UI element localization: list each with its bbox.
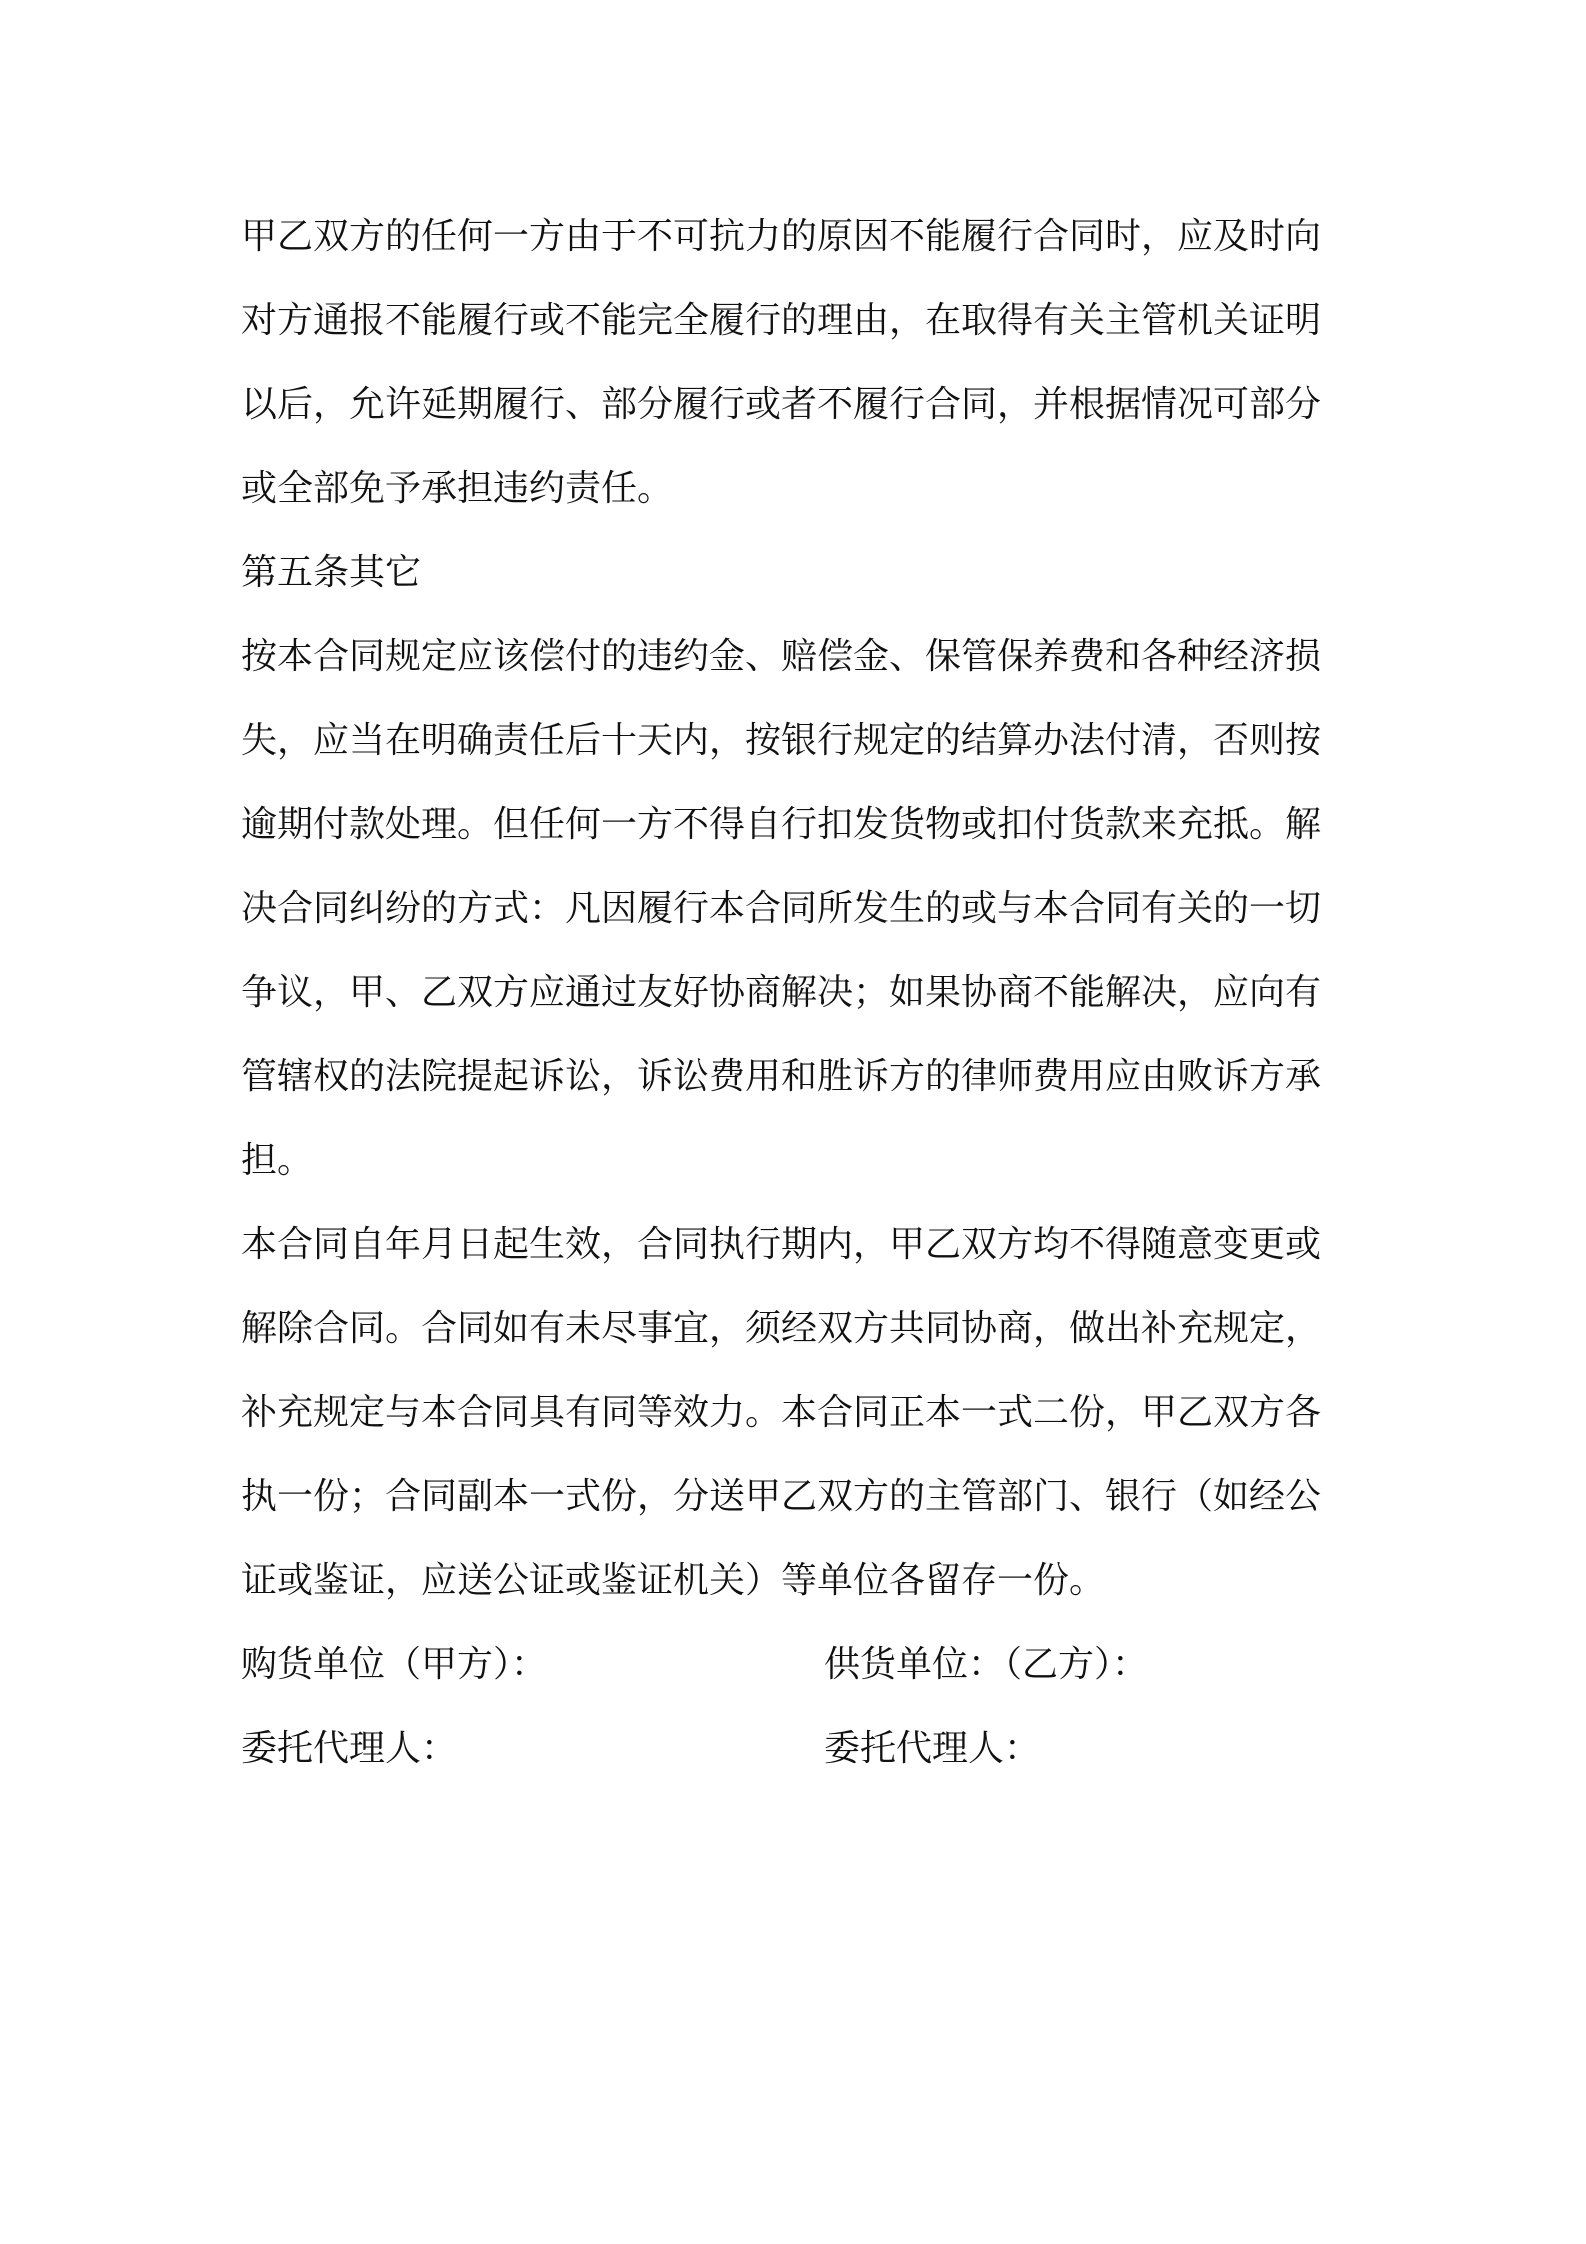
paragraph-line: 解除合同。合同如有未尽事宜，须经双方共同协商，做出补充规定， <box>241 1308 1322 1349</box>
paragraph-line: 证或鉴证，应送公证或鉴证机关）等单位各留存一份。 <box>241 1560 1106 1601</box>
buyer-unit-label: 购货单位（甲方）： <box>241 1644 548 1685</box>
paragraph-line: 争议，甲、乙双方应通过友好协商解决；如果协商不能解决，应向有 <box>241 972 1322 1013</box>
paragraph-line: 按本合同规定应该偿付的违约金、赔偿金、保管保养费和各种经济损 <box>241 636 1322 677</box>
paragraph-line: 对方通报不能履行或不能完全履行的理由，在取得有关主管机关证明 <box>241 300 1322 341</box>
paragraph-line: 或全部免予承担违约责任。 <box>241 468 674 509</box>
paragraph-line: 担。 <box>241 1140 314 1181</box>
paragraph-line: 执一份；合同副本一式份，分送甲乙双方的主管部门、银行（如经公 <box>241 1476 1322 1517</box>
document-body <box>241 195 1356 1791</box>
paragraph-line: 补充规定与本合同具有同等效力。本合同正本一式二份，甲乙双方各 <box>241 1392 1322 1433</box>
force-majeure-paragraph <box>241 195 1356 531</box>
signature-agent-row <box>241 1707 1356 1791</box>
paragraph-line: 逾期付款处理。但任何一方不得自行扣发货物或扣付货款来充抵。解 <box>241 804 1322 845</box>
article-5-paragraph <box>241 615 1356 1203</box>
paragraph-line: 本合同自年月日起生效，合同执行期内，甲乙双方均不得随意变更或 <box>241 1224 1322 1265</box>
paragraph-line: 以后，允许延期履行、部分履行或者不履行合同，并根据情况可部分 <box>241 384 1322 425</box>
supplier-agent-label: 委托代理人： <box>824 1728 1041 1769</box>
paragraph-line: 甲乙双方的任何一方由于不可抗力的原因不能履行合同时，应及时向 <box>241 216 1322 257</box>
effective-date-paragraph <box>241 1203 1356 1623</box>
paragraph-line: 决合同纠纷的方式：凡因履行本合同所发生的或与本合同有关的一切 <box>241 888 1322 929</box>
supplier-unit-label: 供货单位：（乙方）： <box>824 1644 1149 1685</box>
signature-unit-row <box>241 1623 1356 1707</box>
paragraph-line: 失，应当在明确责任后十天内，按银行规定的结算办法付清，否则按 <box>241 720 1322 761</box>
paragraph-line: 管辖权的法院提起诉讼，诉讼费用和胜诉方的律师费用应由败诉方承 <box>241 1056 1322 1097</box>
article-5-heading: 第五条其它 <box>241 552 422 593</box>
buyer-agent-label: 委托代理人： <box>241 1728 458 1769</box>
